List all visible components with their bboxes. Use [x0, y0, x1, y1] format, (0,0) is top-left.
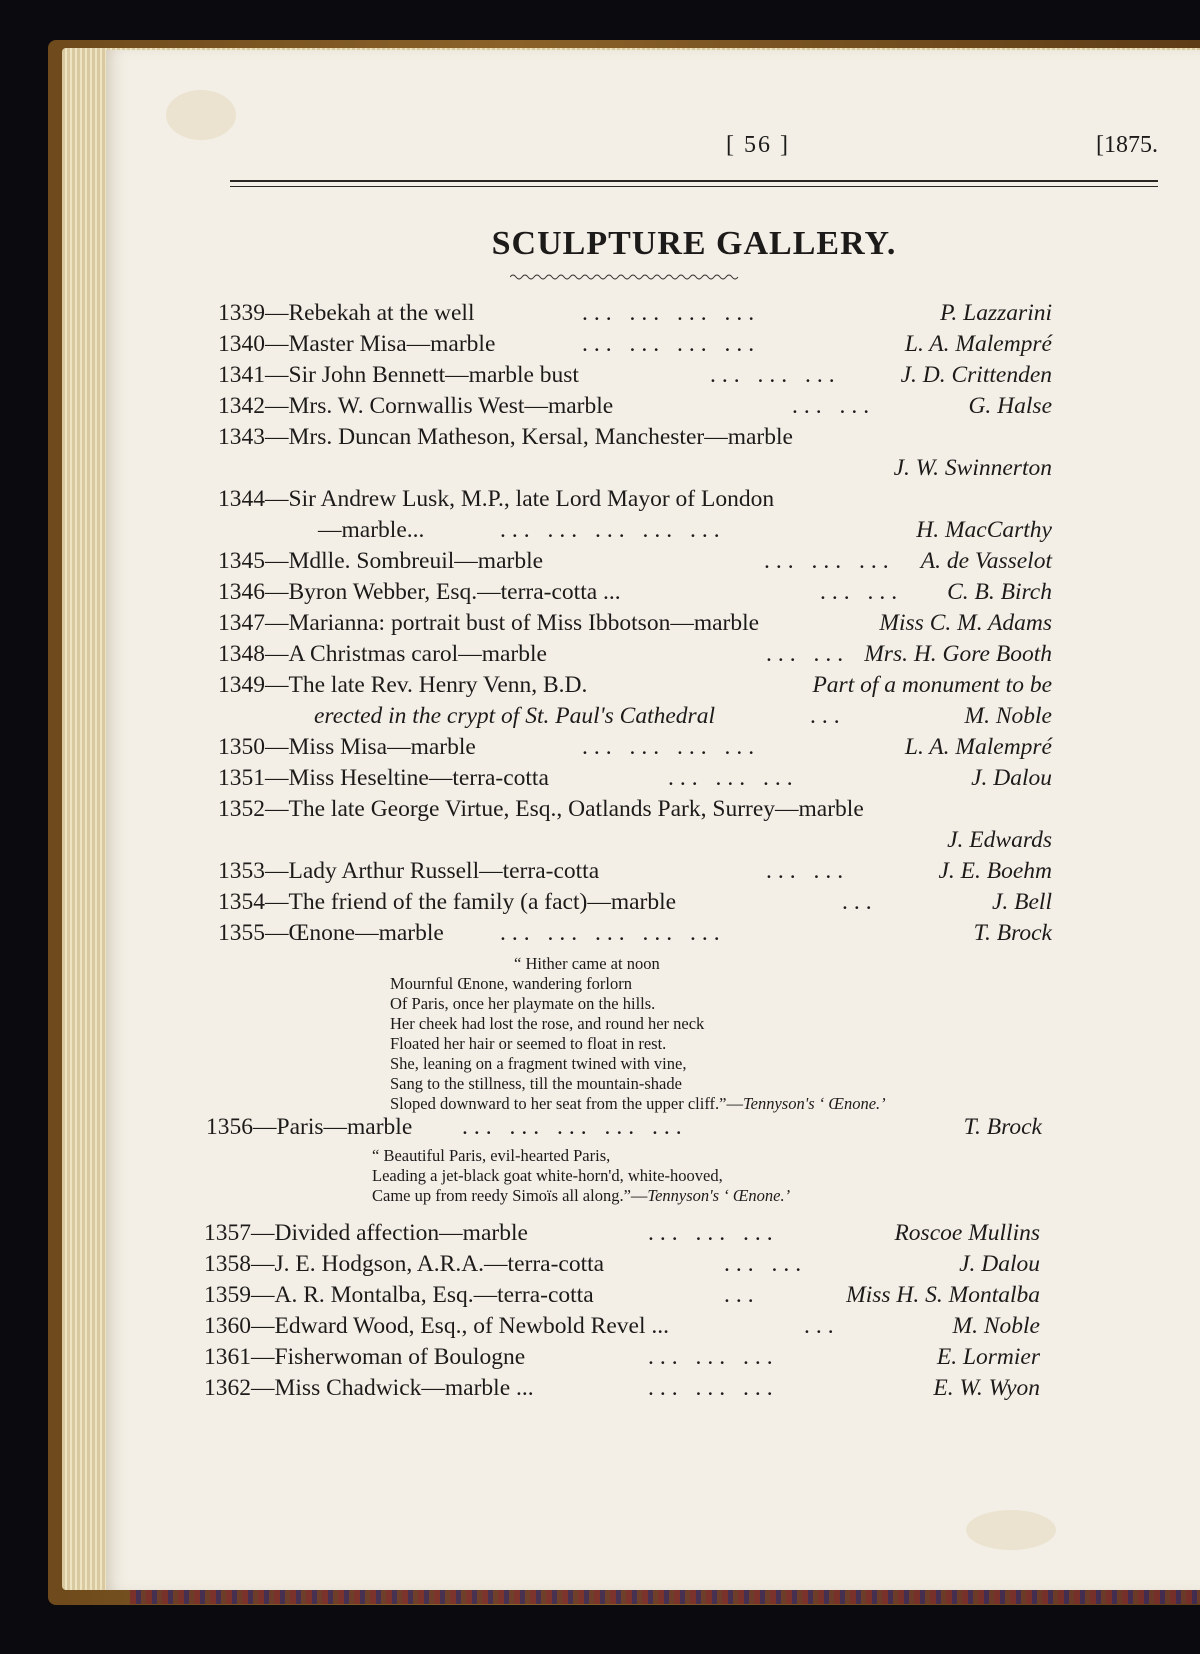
entry-title: 1361—Fisherwoman of Boulogne [204, 1344, 526, 1370]
catalogue-entry [204, 1373, 1040, 1403]
poem-line: She, leaning on a fragment twined with vine, [390, 1054, 687, 1073]
entry-artist: Roscoe Mullins [894, 1220, 1040, 1246]
entry-title: 1351—Miss Heseltine—terra-cotta [218, 765, 549, 791]
entry-artist: P. Lazzarini [940, 300, 1052, 326]
entry-title: 1355—Œnone—marble [218, 920, 444, 946]
poem-line: Came up from reedy Simoïs all along.”— [372, 1186, 648, 1205]
entry-title: 1339—Rebekah at the well [218, 300, 475, 326]
catalogue-entry-continuation [218, 701, 1052, 731]
entry-artist: G. Halse [968, 393, 1052, 419]
book-page [106, 50, 1200, 1590]
catalogue-entry-continuation [218, 515, 1052, 545]
leader-dots: ... ... ... ... [582, 734, 761, 760]
entry-title: 1360—Edward Wood, Esq., of Newbold Revel ... [204, 1313, 669, 1339]
entry-title: 1362—Miss Chadwick—marble ... [204, 1375, 534, 1401]
entry-title: 1347—Marianna: portrait bust of Miss Ibbotson—marble [218, 610, 760, 636]
entry-artist: C. B. Birch [947, 579, 1052, 605]
catalogue-entry [204, 1342, 1040, 1372]
entry-title: 1346—Byron Webber, Esq.—terra-cotta ... [218, 579, 621, 605]
entry-title: 1357—Divided affection—marble [204, 1220, 528, 1246]
entry-title: 1348—A Christmas carol—marble [218, 641, 547, 667]
marbled-endpaper [130, 1590, 1200, 1604]
leader-dots: ... ... ... [668, 765, 799, 791]
leader-dots: ... ... ... [710, 362, 841, 388]
catalogue-entry [204, 1280, 1040, 1310]
entry-title: 1349—The late Rev. Henry Venn, B.D. [218, 672, 588, 698]
catalogue-entry [218, 670, 1052, 700]
entry-artist: J. Bell [991, 889, 1052, 915]
entry-title: 1344—Sir Andrew Lusk, M.P., late Lord Mayor of London [218, 486, 775, 512]
entry-artist: H. MacCarthy [916, 517, 1052, 543]
entry-artist: J. Dalou [971, 765, 1052, 791]
entry-title: 1343—Mrs. Duncan Matheson, Kersal, Manchester—marble [218, 424, 793, 450]
leader-dots: ... ... ... ... ... [500, 920, 726, 946]
leader-dots: ... ... [820, 579, 904, 605]
leader-dots: ... ... ... [648, 1375, 779, 1401]
header-year: [1875. [1096, 132, 1158, 158]
poem-line: “ Beautiful Paris, evil-hearted Paris, [372, 1146, 611, 1165]
entry-title: 1352—The late George Virtue, Esq., Oatlands Park, Surrey—marble [218, 796, 864, 822]
leader-dots: ... [810, 703, 846, 729]
entry-artist: Mrs. H. Gore Booth [864, 641, 1052, 667]
catalogue-entry [218, 484, 1052, 514]
entry-artist: T. Brock [973, 920, 1052, 946]
catalogue-entry [218, 794, 1052, 824]
catalogue-entry [206, 1112, 1042, 1142]
page-number: [ 56 ] [726, 132, 790, 158]
poem-line: Her cheek had lost the rose, and round her neck [390, 1014, 705, 1033]
leader-dots: ... ... ... [764, 548, 895, 574]
entry-title: 1341—Sir John Bennett—marble bust [218, 362, 579, 388]
leader-dots: ... ... [792, 393, 876, 419]
entry-title: 1350—Miss Misa—marble [218, 734, 476, 760]
entry-artist: E. Lormier [936, 1344, 1040, 1370]
catalogue-entry [218, 608, 1052, 638]
catalogue-entry [204, 1249, 1040, 1279]
entry-artist: J. Edwards [947, 827, 1052, 853]
leader-dots: ... ... ... [648, 1220, 779, 1246]
leader-dots: ... ... ... ... ... [500, 517, 726, 543]
poem-line: Of Paris, once her playmate on the hills. [390, 994, 656, 1013]
leader-dots: ... ... ... [648, 1344, 779, 1370]
leader-dots: ... [842, 889, 878, 915]
leader-dots: ... [724, 1282, 760, 1308]
catalogue-entry [204, 1218, 1040, 1248]
poem-line: Floated her hair or seemed to float in rest. [390, 1034, 667, 1053]
catalogue-entry [218, 391, 1052, 421]
catalogue-entry [218, 298, 1052, 328]
catalogue-entry [218, 422, 1052, 452]
leader-dots: ... ... ... ... ... [462, 1114, 688, 1140]
entry-artist: J. Dalou [959, 1251, 1040, 1277]
entry-artist: L. A. Malempré [904, 734, 1052, 760]
leader-dots: ... ... [724, 1251, 808, 1277]
entry-artist: A. de Vasselot [920, 548, 1052, 574]
catalogue-entry [218, 887, 1052, 917]
entry-title: 1358—J. E. Hodgson, A.R.A.—terra-cotta [204, 1251, 605, 1277]
entry-artist: J. D. Crittenden [900, 362, 1052, 388]
entry-title: 1356—Paris—marble [206, 1114, 413, 1140]
entry-title: 1354—The friend of the family (a fact)—marble [218, 889, 677, 915]
entry-artist: M. Noble [964, 703, 1052, 729]
entry-title: 1359—A. R. Montalba, Esq.—terra-cotta [204, 1282, 594, 1308]
catalogue-entry [218, 732, 1052, 762]
catalogue-entry [218, 856, 1052, 886]
page-title: SCULPTURE GALLERY. [491, 225, 897, 262]
poem-line: Mournful Œnone, wandering forlorn [390, 974, 632, 993]
poem-attribution: Tennyson's ‘ Œnone.’ [647, 1186, 791, 1205]
entry-note: Part of a monument to be [812, 672, 1052, 698]
entry-artist: Miss C. M. Adams [879, 610, 1052, 636]
entry-title: 1345—Mdlle. Sombreuil—marble [218, 548, 544, 574]
entry-artist: M. Noble [952, 1313, 1040, 1339]
entry-title: 1340—Master Misa—marble [218, 331, 496, 357]
poem-quote-oenone [390, 954, 886, 1114]
entry-artist: J. W. Swinnerton [893, 455, 1052, 481]
poem-line: Sloped downward to her seat from the upper cliff.”— [390, 1094, 743, 1113]
poem-quote-paris [372, 1146, 790, 1206]
entry-artist: T. Brock [963, 1114, 1042, 1140]
entry-title: 1353—Lady Arthur Russell—terra-cotta [218, 858, 600, 884]
catalogue-entry [204, 1311, 1040, 1341]
leader-dots: ... ... [766, 641, 850, 667]
leader-dots: ... ... [766, 858, 850, 884]
entry-artist: L. A. Malempré [904, 331, 1052, 357]
poem-line: Leading a jet-black goat white-horn'd, white-hooved, [372, 1166, 723, 1185]
catalogue-list [106, 50, 1200, 1590]
leader-dots: ... ... ... ... [582, 300, 761, 326]
leader-dots: ... ... ... ... [582, 331, 761, 357]
entry-artist: E. W. Wyon [933, 1375, 1040, 1401]
leader-dots: ... [804, 1313, 840, 1339]
catalogue-entry [218, 360, 1052, 390]
poem-line: “ Hither came at noon [514, 954, 660, 973]
poem-attribution: Tennyson's ‘ Œnone.’ [742, 1094, 886, 1113]
catalogue-entry [218, 546, 1052, 576]
catalogue-entry [218, 329, 1052, 359]
catalogue-entry [218, 639, 1052, 669]
poem-line: Sang to the stillness, till the mountain-shade [390, 1074, 682, 1093]
catalogue-entry [218, 918, 1052, 948]
entry-title: 1342—Mrs. W. Cornwallis West—marble [218, 393, 614, 419]
catalogue-entry [218, 577, 1052, 607]
entry-artist: Miss H. S. Montalba [846, 1282, 1040, 1308]
entry-artist: J. E. Boehm [938, 858, 1052, 884]
entry-continuation: —marble... [318, 517, 425, 543]
catalogue-entry [218, 763, 1052, 793]
entry-continuation: erected in the crypt of St. Paul's Cathedral [314, 703, 715, 729]
